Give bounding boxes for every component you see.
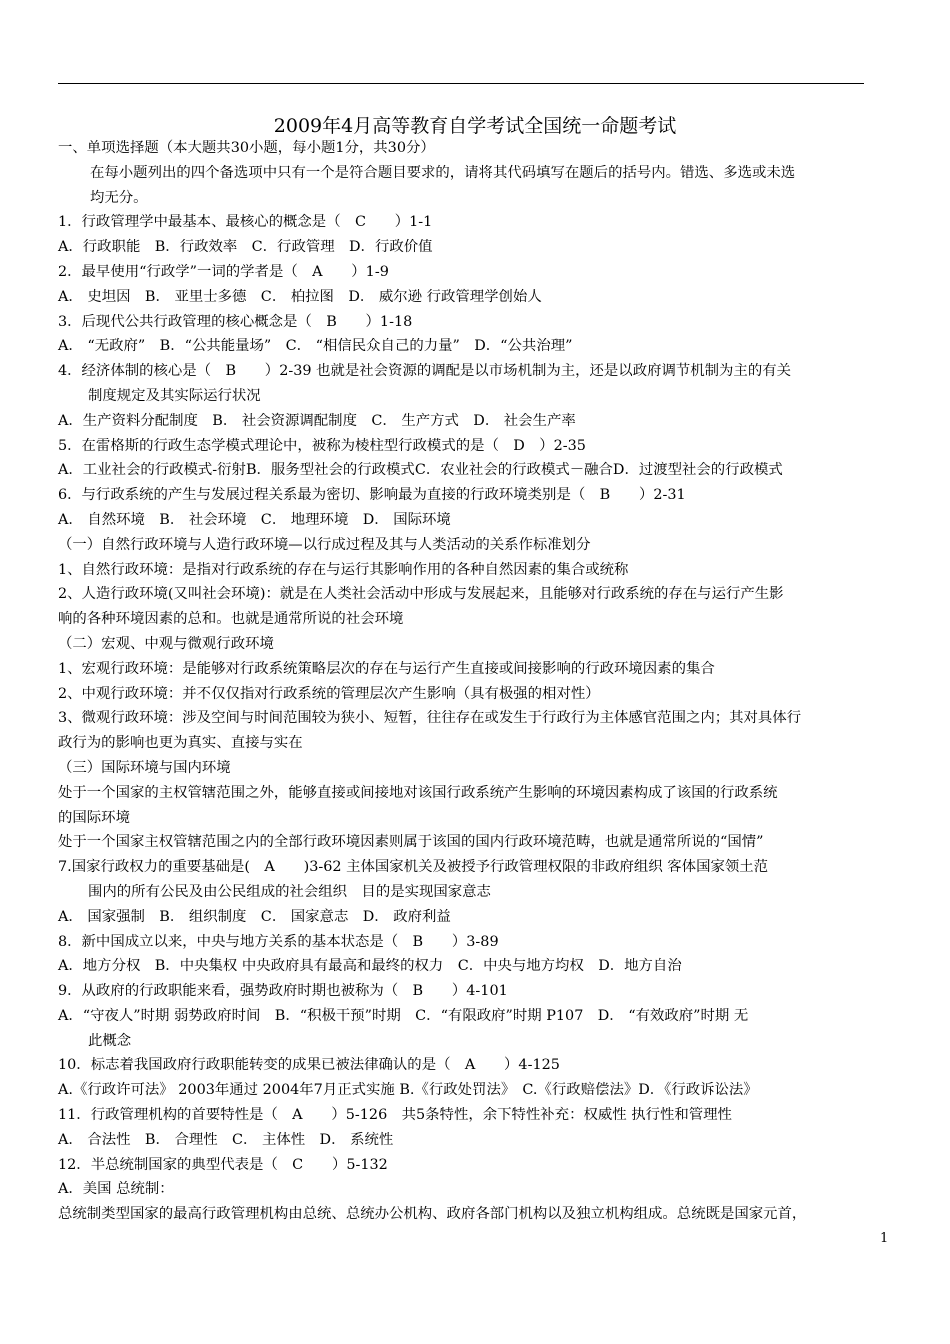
text-line: A． 自然环境 B． 社会环境 C． 地理环境 D． 国际环境 bbox=[58, 511, 451, 528]
text-line: A．生产资料分配制度 B． 社会资源调配制度 C． 生产方式 D． 社会生产率 bbox=[58, 412, 576, 429]
text-line: 5．在雷格斯的行政生态学模式理论中，被称为棱柱型行政模式的是（ D ）2-35 bbox=[58, 437, 586, 454]
text-line: A．工业社会的行政模式-衍射B．服务型社会的行政模式C．农业社会的行政模式－融合D．过渡型社会的行政模式 bbox=[58, 462, 783, 479]
text-line: 政行为的影响也更为真实、直接与实在 bbox=[58, 735, 303, 752]
text-line: A． 合法性 B． 合理性 C． 主体性 D． 系统性 bbox=[58, 1131, 394, 1148]
text-line: 2．最早使用“行政学”一词的学者是（ A ）1-9 bbox=[58, 263, 389, 280]
text-line: （一）自然行政环境与人造行政环境—以行成过程及其与人类活动的关系作标准划分 bbox=[58, 536, 591, 553]
text-line: 2、人造行政环境(又叫社会环境)：就是在人类社会活动中形成与发展起来，且能够对行政系统的存在与运行产生影 bbox=[58, 586, 784, 603]
text-line: （二）宏观、中观与微观行政环境 bbox=[58, 635, 274, 652]
text-line: A．地方分权 B．中央集权 中央政府具有最高和最终的权力 C．中央与地方均权 D．地方自治 bbox=[58, 958, 682, 975]
text-line: 11．行政管理机构的首要特性是（ A ）5-126 共5条特性，余下特性补充：权威性 执行性和管理性 bbox=[58, 1107, 732, 1124]
text-line: 6．与行政系统的产生与发展过程关系最为密切、影响最为直接的行政环境类别是（ B ）2-31 bbox=[58, 487, 686, 504]
text-line: 12．半总统制国家的典型代表是（ C ）5-132 bbox=[58, 1156, 388, 1173]
page-number: 1 bbox=[880, 1231, 889, 1246]
text-line: 1、宏观行政环境：是能够对行政系统策略层次的存在与运行产生直接或间接影响的行政环境因素的集合 bbox=[58, 660, 715, 677]
text-line: 1、自然行政环境：是指对行政系统的存在与运行其影响作用的各种自然因素的集合或统称 bbox=[58, 561, 629, 578]
document-body bbox=[58, 136, 896, 1227]
text-line: 1．行政管理学中最基本、最核心的概念是（ C ）1-1 bbox=[58, 214, 433, 231]
text-line: 2、中观行政环境：并不仅仅指对行政系统的管理层次产生影响（具有极强的相对性） bbox=[58, 685, 600, 702]
text-line: 的国际环境 bbox=[58, 809, 130, 826]
text-line: A． 国家强制 B． 组织制度 C． 国家意志 D． 政府利益 bbox=[58, 908, 451, 925]
text-line: A． 史坦因 B． 亚里士多德 C． 柏拉图 D． 威尔逊 行政管理学创始人 bbox=[58, 288, 542, 305]
text-line: 均无分。 bbox=[90, 189, 148, 206]
text-line: 9．从政府的行政职能来看，强势政府时期也被称为（ B ）4-101 bbox=[58, 983, 508, 1000]
text-line: A．行政职能 B．行政效率 C．行政管理 D．行政价值 bbox=[58, 239, 433, 256]
text-line: 7.国家行政权力的重要基础是( A )3-62 主体国家机关及被授予行政管理权限的非政府组织 客体国家领土范 bbox=[58, 859, 769, 876]
text-line: 一、单项选择题（本大题共30小题，每小题1分，共30分） bbox=[58, 140, 435, 156]
text-line: A．“守夜人”时期 弱势政府时间 B．“积极干预”时期 C．“有限政府”时期 P107 D． “有效政府”时期 无 bbox=[58, 1007, 749, 1024]
text-line: A．美国 总统制： bbox=[58, 1181, 174, 1198]
text-line: 8．新中国成立以来，中央与地方关系的基本状态是（ B ）3-89 bbox=[58, 933, 499, 950]
text-line: 3、微观行政环境：涉及空间与时间范围较为狭小、短暂，往往存在或发生于行政行为主体感官范围之内；其对具体行 bbox=[58, 710, 802, 727]
text-line: 总统制类型国家的最高行政管理机构由总统、总统办公机构、政府各部门机构以及独立机构组成。总统既是国家元首， bbox=[58, 1206, 807, 1223]
text-line: 处于一个国家的主权管辖范围之外，能够直接或间接地对该国行政系统产生影响的环境因素构成了该国的行政系统 bbox=[58, 784, 778, 801]
text-line: 4．经济体制的核心是（ B ）2-39 也就是社会资源的调配是以市场机制为主，还是以政府调节机制为主的有关 bbox=[58, 363, 791, 380]
text-line: 处于一个国家主权管辖范围之内的全部行政环境因素则属于该国的国内行政环境范畴，也就是通常所说的“国情” bbox=[58, 834, 764, 851]
text-line: 制度规定及其实际运行状况 bbox=[88, 387, 261, 404]
text-line: 响的各种环境因素的总和。也就是通常所说的社会环境 bbox=[58, 611, 404, 628]
header-rule bbox=[58, 83, 864, 84]
text-line: （三）国际环境与国内环境 bbox=[58, 759, 231, 776]
document-title: 2009年4月高等教育自学考试全国统一命题考试 bbox=[273, 115, 677, 137]
text-line: 围内的所有公民及由公民组成的社会组织 目的是实现国家意志 bbox=[88, 883, 491, 900]
text-line: A.《行政许可法》 2003年通过 2004年7月正式实施 B.《行政处罚法》 C.《行政赔偿法》D．《行政诉讼法》 bbox=[58, 1082, 758, 1099]
text-line: 3．后现代公共行政管理的核心概念是（ B ）1-18 bbox=[58, 313, 413, 330]
text-line: 在每小题列出的四个备选项中只有一个是符合题目要求的，请将其代码填写在题后的括号内。错选、多选或未选 bbox=[90, 164, 796, 181]
text-line: 此概念 bbox=[88, 1032, 132, 1049]
text-line: 10．标志着我国政府行政职能转变的成果已被法律确认的是（ A ）4-125 bbox=[58, 1057, 560, 1074]
text-line: A． “无政府” B．“公共能量场” C． “相信民众自己的力量” D．“公共治理” bbox=[58, 338, 573, 355]
